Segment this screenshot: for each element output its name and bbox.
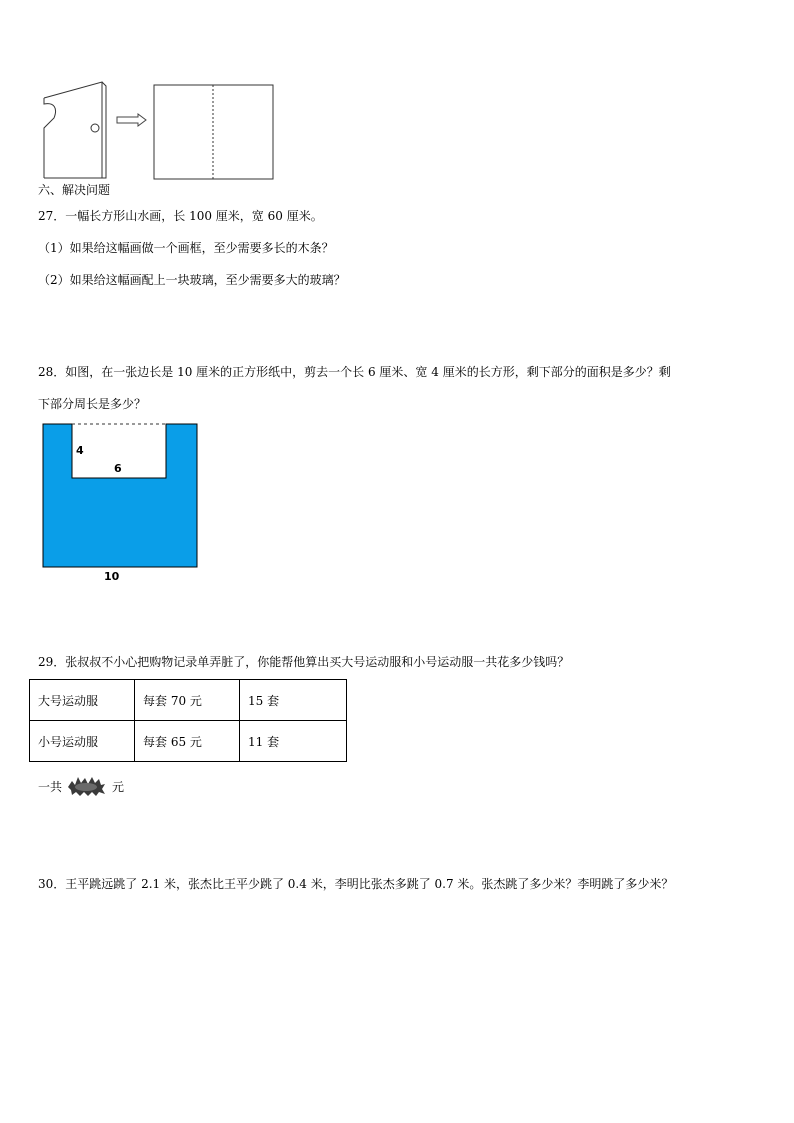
- cut-height-label: 4: [76, 444, 84, 457]
- unfolded-paper-figure: [153, 84, 275, 180]
- q30-stem: 30．王平跳远跳了 2.1 米，张杰比王平少跳了 0.4 米，李明比张杰多跳了 0.7 米。张杰跳了多少米？李明跳了多少米？: [38, 877, 674, 891]
- table-cell: 每套 70 元: [135, 680, 240, 721]
- cut-square-figure: [40, 420, 200, 585]
- section-title: 六、解决问题: [38, 183, 111, 197]
- folded-paper-figure: [40, 78, 112, 182]
- q28-line2: 下部分周长是多少？: [38, 397, 147, 411]
- side-length-label: 10: [104, 570, 120, 583]
- remaining-area: [43, 424, 197, 567]
- table-cell: 15 套: [240, 680, 347, 721]
- shopping-record-table: [29, 679, 347, 762]
- ink-stain-icon: [66, 775, 106, 797]
- q27-stem: 27．一幅长方形山水画，长 100 厘米，宽 60 厘米。: [38, 209, 323, 223]
- table-cell: 大号运动服: [30, 680, 135, 721]
- q27-part2: （2）如果给这幅画配上一块玻璃，至少需要多大的玻璃？: [38, 273, 346, 287]
- right-arrow-icon: [116, 113, 148, 127]
- table-cell: 11 套: [240, 721, 347, 762]
- q28-line1: 28．如图，在一张边长是 10 厘米的正方形纸中，剪去一个长 6 厘米、宽 4 厘米的长方形，剩下部分的面积是多少？剩: [38, 365, 671, 379]
- q27-part1: （1）如果给这幅画做一个画框，至少需要多长的木条？: [38, 241, 334, 255]
- table-cell: 小号运动服: [30, 721, 135, 762]
- total-prefix: 一共: [38, 779, 63, 794]
- total-line: [38, 775, 124, 797]
- total-suffix: 元: [112, 779, 125, 794]
- table-cell: 每套 65 元: [135, 721, 240, 762]
- q29-stem: 29．张叔叔不小心把购物记录单弄脏了，你能帮他算出买大号运动服和小号运动服一共花多少钱吗？: [38, 655, 570, 669]
- table-row: [30, 721, 347, 762]
- cut-width-label: 6: [114, 462, 122, 475]
- table-row: [30, 680, 347, 721]
